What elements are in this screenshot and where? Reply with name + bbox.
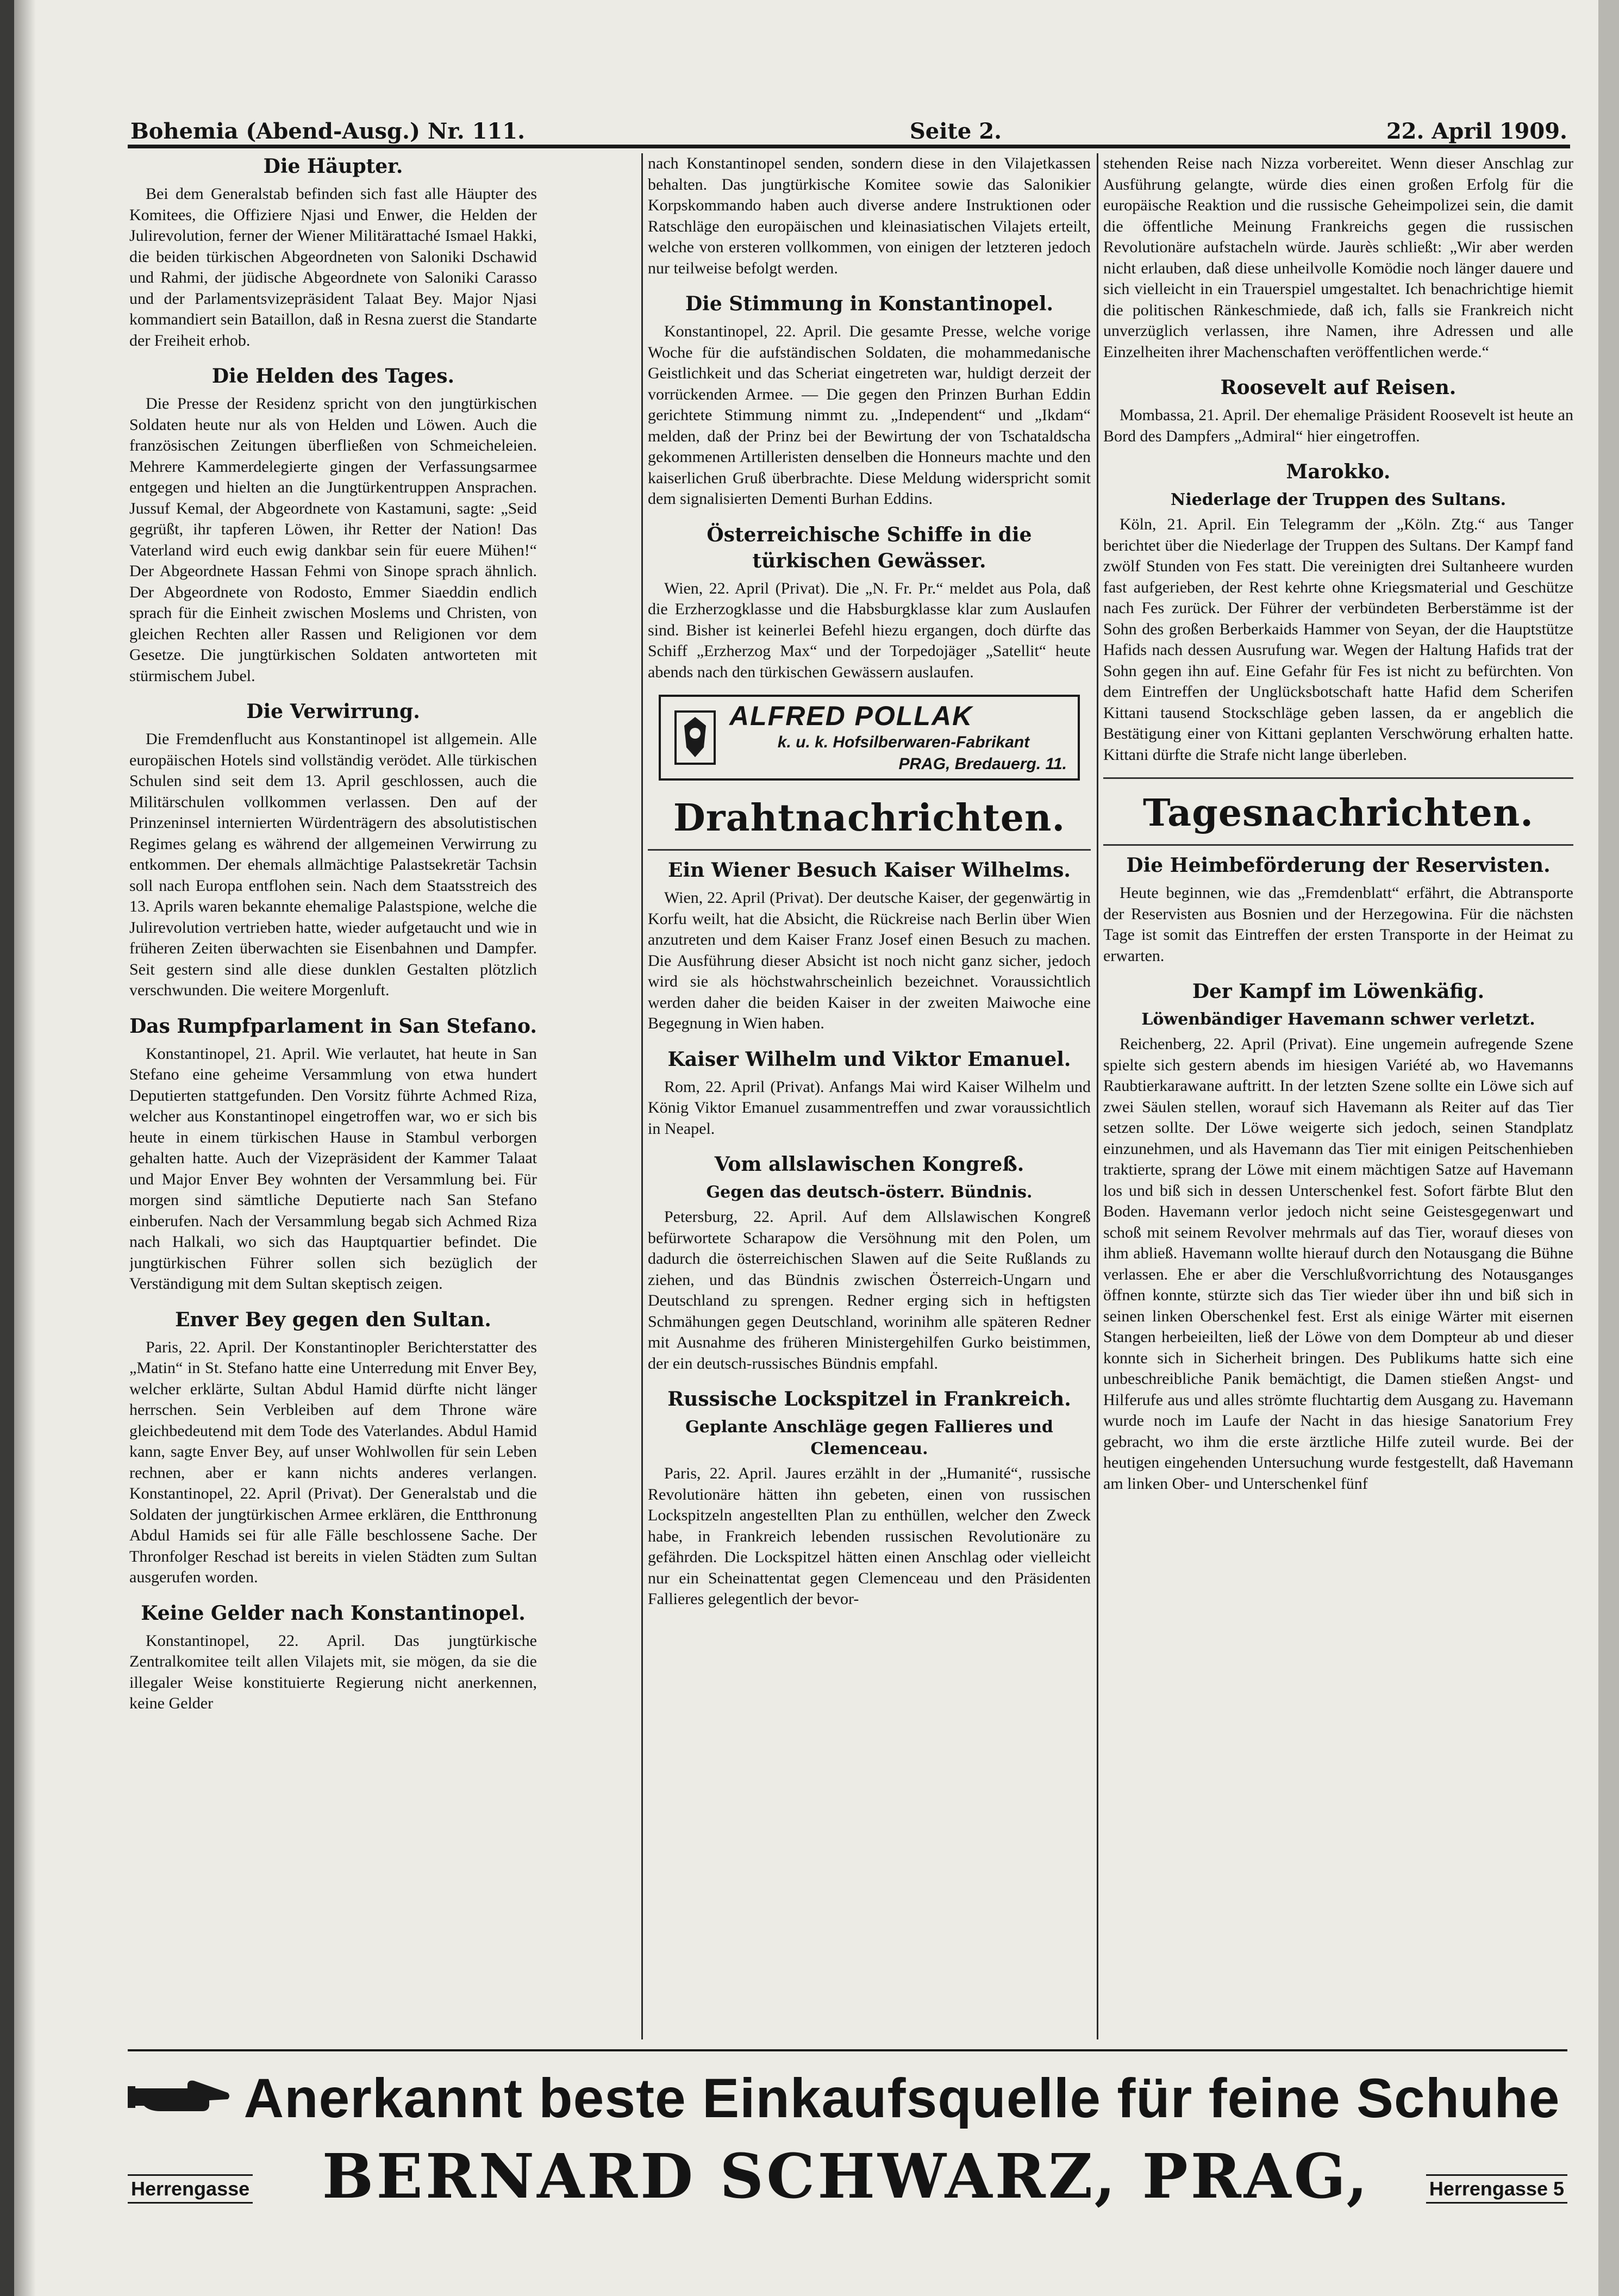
article-haeupter [129,153,537,351]
article-body: nach Konstantinopel senden, sondern diese in den Vilajetkassen behalten. Das jungtürkische Komitee sowie das Salonikier Korpskommando haben auch diverse andere Instruktionen oder Ratschläge den europäischen und kleinasiatischen Vilajets erteilt, welche von ersteren vollkommen, von einigen der letzteren jedoch nur teilweise befolgt werden. [648,154,1091,277]
section-tagesnachrichten: Tagesnachrichten. [1143,791,1534,835]
article-marokko [1103,459,1573,765]
page-header [130,106,1567,144]
article-title: Die Häupter. [263,155,403,178]
binding-shadow [14,0,36,2296]
article-body: Paris, 22. April. Jaures erzählt in der „Humanité“, russische Revolutionäre hätten ihn gebeten, einen von russischen Lockspitzeln angestellten Plan zu enthüllen, welcher den Zweck habe, in Frankreich lebenden russischen Revolutionäre zu gefährden. Die Lockspitzel hätten einen Anschlag oder vielleicht nur ein Scheinattentat gegen Clemenceau und den Präsidenten Fallieres gelegentlich der bevor- [648,1464,1091,1608]
article-viktor-emanuel [648,1046,1091,1140]
article-body: Die Presse der Residenz spricht von den jungtürkischen Soldaten heute nur als von Helden und Löwen. Auch die französischen Zeitungen überfließen von Schmeicheleien. Mehrere Kammerdelegierte gingen der Verfassungsarmee entgegen und hielten an die Jungtürkentruppen Ansprachen. Jussuf Kemal, der Abgeordnete von Kastamuni, sagte: „Seid gegrüßt, ihr tapferen Löwen, ihr Retter der Nation! Das Vaterland wird euch ewig dankbar sein für euere Mühen!“ Der Abgeordnete Hassan Fehmi von Sinope sprach ähnlich. Der Abgeordnete von Rodosto, Emmer Siaeddin endlich sprach für die Einheit zwischen Moslems und Christen, von gleichen Rechten aller Rassen und Religionen vor dem Gesetze. Die jungtürkischen Soldaten antworteten mit stürmischem Jubel. [129,395,537,685]
article-title: Enver Bey gegen den Sultan. [175,1308,491,1331]
header-masthead: Bohemia (Abend-Ausg.) Nr. 111. [130,118,526,144]
header-page-number: Seite 2. [909,118,1002,144]
article-title: Ein Wiener Besuch Kaiser Wilhelms. [668,859,1071,882]
article-body: Heute beginnen, wie das „Fremdenblatt“ erfährt, die Abtransporte der Reservisten aus Bosnien und der Herzegowina. Für die nächsten Tage ist somit das Eintreffen der ersten Transporte in der Heimat zu erwarten. [1103,884,1573,965]
article-lockspitzel [648,1386,1091,1610]
article-body: Die Fremdenflucht aus Konstantinopel ist allgemein. Alle europäischen Hotels sind vollständig verödet. Alle türkischen Schulen sind seit dem 13. April geschlossen, auch die Militärschulen vollkommen verlassen. Den auf der Prinzeninsel internierten Würdenträgern des absolutistischen Regimes gelang es während der allgemeinen Verwirrung zu entkommen. Der ehemals allmächtige Palastsekretär Tachsin soll nach Europa entflohen sein. Nach dem Staatsstreich des 13. Aprils waren bekannte ehemalige Palastspione, welche die Julirevolution vertrieben hatte, wieder aufgetaucht und wie in früheren Zeiten überwachten sie Eisenbahnen und Dampfer. Seit gestern sind alle diese dunklen Gestalten plötzlich verschwunden. Die weitere Morgenluft. [129,730,537,999]
article-title: Marokko. [1286,460,1391,483]
article-reservisten [1103,852,1573,966]
section-rule [648,849,1091,851]
scan-edge-left [0,0,14,2296]
article-stimmung [648,291,1091,510]
scan-edge-right [1598,0,1619,2296]
article-body: Reichenberg, 22. April (Privat). Eine ungemein aufregende Szene spielte sich gestern abends im hiesigen Variété ab, wo Havemanns Raubtierkarawane auftritt. In der letzten Szene sollte ein Löwe sich auf zwei Säulen stellen, worauf sich Havemann als Reiter auf das Tier setzen sollte. Der Löwe weigerte sich jedoch, seinen Standplatz einzunehmen, und als Havemann das Tier mit einigen Peitschenhieben traktierte, sprang der Löwe mit einem mächtigen Satze auf Havemann los und biß sich in dessen Unterschenkel fest. Sofort färbte Blut den Boden. Havemann verlor jedoch nicht seine Geistesgegenwart und schoß mit seinem Revolver mehrmals auf das Tier, worauf dieses von ihm abließ. Havemann wollte hierauf durch den Notausgang die Bühne verlassen. Ehe er aber die Verschlußvorrichtung des Notausganges öffnen konnte, stürzte sich das Tier wieder über ihn und biß sich in seinen linken Oberschenkel fest. Erst als einige Wärter mit eisernen Stangen herbeieilten, ließ der Löwe von dem Dompteur ab und dieser konnte sich in Sicherheit bringen. Des Publikums hatte sich eine unbeschreibliche Panik bemächtigt, die Damen stießen Angst- und Hilferufe aus und alles strömte fluchtartig dem Ausgang zu. Havemann wurde noch im Laufe der Nacht in das hiesige Sanatorium Frey gebracht, wo ihm die erste ärztliche Hilfe zuteil wurde. Bei der heutigen eingehenden Untersuchung wurde festgestellt, daß Havemann am linken Ober- und Unterschenkel fünf [1103,1035,1573,1493]
article-helden [129,363,537,687]
article-body: Konstantinopel, 22. April. Die gesamte Presse, welche vorige Woche für die aufständischen Soldaten, die mohammedanische Geistlichkeit und das Scheriat eingetreten war, huldigt derzeit der vorrückenden Armee. — Die gegen den Prinzen Burhan Eddin gerichtete Stimmung nimmt zu. „Independent“ und „Ikdam“ melden, daß der Prinz bei der Bewirtung der von Tschataldscha gekommenen Artilleristen denselben die Honneurs machte und den kaiserlichen Gruß überbrachte. Diese Meldung widerspricht somit dem signalisierten Dementi Burhan Eddins. [648,322,1091,508]
article-title: Das Rumpfparlament in San Stefano. [129,1014,537,1038]
article-title: Roosevelt auf Reisen. [1220,376,1457,399]
article-title: Die Heimbeförderung der Reservisten. [1126,854,1551,877]
article-title: Die Verwirrung. [246,700,420,723]
article-subtitle: Geplante Anschläge gegen Fallieres und Clemenceau. [685,1418,1053,1458]
article-subtitle: Gegen das deutsch-österr. Bündnis. [706,1183,1033,1202]
ad-slogan: Anerkannt beste Einkaufsquelle für feine Schuhe [243,2067,1560,2129]
article-body: stehenden Reise nach Nizza vorbereitet. Wenn dieser Anschlag zur Ausführung gelangte, würde dies einen großen Erfolg für die europäische Reaktion und die russische Geheimpolizei sein, die damit die öffentliche Meinung Frankreichs gegen die russischen Revolutionäre aufstacheln würde. Jaurès schließt: „Wir aber werden nicht erlauben, daß diese unheilvolle Komödie noch länger dauere und sich vielleicht in ein Trauerspiel umgestaltet. Ich benachrichtige hiemit die politischen Ränkeschmiede, daß ich, falls sie Frankreich nicht unverzüglich verlassen, ihre Namen, ihre Adressen und alle Einzelheiten ihrer Machenschaften veröffentlichen werde.“ [1103,154,1573,361]
ad-rule [128,2049,1567,2051]
article-schiffe [648,522,1091,683]
column-3 [1103,153,1573,2039]
article-title: Der Kampf im Löwenkäfig. [1192,980,1485,1003]
article-subtitle: Löwenbändiger Havemann schwer verletzt. [1141,1010,1535,1029]
section-drahtnachrichten: Drahtnachrichten. [673,796,1066,840]
article-enver-bey [129,1307,537,1588]
article-loewenkaefig [1103,978,1573,1494]
section-rule [1103,777,1573,779]
article-rumpfparlament [129,1013,537,1295]
article-body: Konstantinopel, 21. April. Wie verlautet, hat heute in San Stefano eine geheime Versammlung von etwa hundert Deputierten stattgefunden. Den Vorsitz führte Achmed Riza, welcher aus Konstantinopel eingetroffen war, wo er sich bis heute in einem türkischen Hause in Stambul verborgen gehalten hatte. Auch der Vizepräsident der Kammer Talaat und Major Enver Bey wohnten der Versammlung bei. Für morgen sind sämtliche Deputierte nach San Stefano einberufen. Nach der Versammlung begab sich Achmed Riza nach Halkali, wo sich das Hauptquartier befindet. Die jungtürkischen Führer sollen sich bezüglich der Verständigung mit dem Sultan skeptisch zeigen. [129,1044,537,1293]
pollak-title: k. u. k. Hofsilberwaren-Fabrikant [777,733,1030,751]
article-title: Die Helden des Tages. [211,365,455,388]
article-title: Keine Gelder nach Konstantinopel. [141,1601,526,1625]
crest-icon [672,708,718,768]
article-body: Bei dem Generalstab befinden sich fast alle Häupter des Komitees, die Offiziere Njasi und Enwer, die Helden der Julirevolution, ferner der Wiener Militärattaché Ismael Hakki, die beiden türkischen Abgeordneten von Saloniki Dschawid und Rahmi, der jüdische Abgeordnete von Saloniki Carasso und der Parlamentsvizepräsident Talaat Bey. Major Njasi kommandiert sein Bataillon, daß in Resna zuerst die Standarte der Freiheit erhob. [129,185,537,350]
article-wiener-besuch [648,857,1091,1034]
column-rule-2 [1097,153,1098,2039]
article-title: Österreichische Schiffe in die türkischen Gewässer. [707,523,1032,572]
article-allslawisch [648,1151,1091,1374]
pollak-name: ALFRED POLLAK [729,701,973,731]
header-rule [128,145,1570,148]
article-title: Vom allslawischen Kongreß. [714,1153,1024,1176]
pollak-advertisement [659,695,1080,781]
article-verwirrung [129,698,537,1001]
pointing-hand-icon [128,2072,231,2121]
article-body: Petersburg, 22. April. Auf dem Allslawischen Kongreß befürwortete Scharapow die Versöhnung mit den Polen, um dadurch die österreichischen Slawen auf die Seite Rußlands zu ziehen, und das Bündnis zwischen Österreich-Ungarn und Deutschland zu sprengen. Redner erging sich in heftigsten Schmähungen gegen Deutschland, worinihm alle späteren Redner mit Ausnahme des früheren Ministergehilfen Gurko beistimmen, der ein deutsch-russisches Bündnis empfahl. [648,1208,1091,1372]
ad-street-right: Herrengasse 5 [1426,2174,1567,2204]
article-body: Mombassa, 21. April. Der ehemalige Präsident Roosevelt ist heute an Bord des Dampfers „Admiral“ hier eingetroffen. [1103,406,1573,445]
column-2 [648,153,1091,2039]
column-rule-1 [641,153,643,2039]
article-body: Rom, 22. April (Privat). Anfangs Mai wird Kaiser Wilhelm und König Viktor Emanuel zusammentreffen und zwar voraussichtlich in Neapel. [648,1077,1091,1138]
pollak-address: PRAG, Bredauerg. 11. [898,755,1067,773]
article-continuation [648,153,1091,279]
column-1 [129,153,537,2039]
article-body: Köln, 21. April. Ein Telegramm der „Köln. Ztg.“ aus Tanger berichtet über die Niederlage der Truppen des Sultans. Der Kampf fand zwölf Stunden von Fes statt. Die vereinigten drei Sultanheere wurden fast aufgerieben, der Rest kehrte ohne Kriegsmaterial und Geschütze nach Fes zurück. Der Führer der verbündeten Berberstämme ist der Sohn des großen Berberkaids Hammer von Seyan, der die Hauptstütze Hafids nach dessen Ausrufung war. Wegen der Haltung Hafids trat der Sohn gegen ihn auf. Eine Gefahr für Fes ist nicht zu befürchten. Von dem Eintreffen der Unglücksbotschaft hatte Hafid dem Scherifen Kittani tausend Stockschläge geben lassen, da er angeblich die Bestätigung einer von Kittani geplanten Verschwörung erhalten hatte. Kittani dürfte die Strafe nicht lange überleben. [1103,515,1573,764]
article-continuation [1103,153,1573,363]
article-title: Russische Lockspitzel in Frankreich. [667,1388,1071,1411]
article-roosevelt [1103,375,1573,447]
article-body: Paris, 22. April. Der Konstantinopler Berichterstatter des „Matin“ in St. Stefano hatte eine Unterredung mit Enver Bey, welcher erklärte, Sultan Abdul Hamid dürfte nicht länger herrschen. Sein Verbleiben auf dem Throne wäre gleichbedeutend mit dem Tode des Vaterlandes. Abdul Hamid kann, sagte Enver Bey, auf unser Wohlwollen für sein Leben rechnen, aber er kann nichts anderes verlangen. Konstantinopel, 22. April (Privat). Der Generalstab und die Soldaten der jungtürkischen Armee erklären, die Entthronung Abdul Hamids sei für alle Fälle beschlossene Sache. Der Thronfolger Reschad ist bereits in vielen Städten zum Sultan ausgerufen worden. [129,1338,537,1586]
article-body: Wien, 22. April (Privat). Die „N. Fr. Pr.“ meldet aus Pola, daß die Erzherzogklasse und die Habsburgklasse klar zum Auslaufen sind. Bisher ist keinerlei Befehl hiezu ergangen, doch dürfte das Schiff „Erzherzog Max“ und der Torpedojäger „Satellit“ heute abends nach den türkischen Gewässern auslaufen. [648,579,1091,681]
ad-street-left: Herrengasse [128,2174,253,2204]
section-rule [1103,844,1573,846]
article-title: Die Stimmung in Konstantinopel. [685,292,1054,315]
article-title: Kaiser Wilhelm und Viktor Emanuel. [667,1047,1071,1071]
shoe-advertisement [128,2049,1567,2245]
article-body: Wien, 22. April (Privat). Der deutsche Kaiser, der gegenwärtig in Korfu weilt, hat die Absicht, die Rückreise nach Berlin über Wien anzutreten und dem Kaiser Franz Josef einen Besuch zu machen. Die Ausführung dieser Absicht ist noch nicht ganz sicher, jedoch wird sie als höchstwahrscheinlich bezeichnet. Voraussichtlich werden daher die beiden Kaiser in der zweiten Maiwoche eine Begegnung in Wien haben. [648,889,1091,1032]
ad-company-name: BERNARD SCHWARZ, PRAG, [322,2141,1371,2212]
article-keine-gelder [129,1600,537,1714]
article-body: Konstantinopel, 22. April. Das jungtürkische Zentralkomitee teilt allen Vilajets mit, sie mögen, da sie die illegaler Weise konstituierte Regierung nicht anerkennen, keine Gelder [129,1631,537,1712]
header-date: 22. April 1909. [1386,118,1567,144]
article-subtitle: Niederlage der Truppen des Sultans. [1170,490,1507,509]
